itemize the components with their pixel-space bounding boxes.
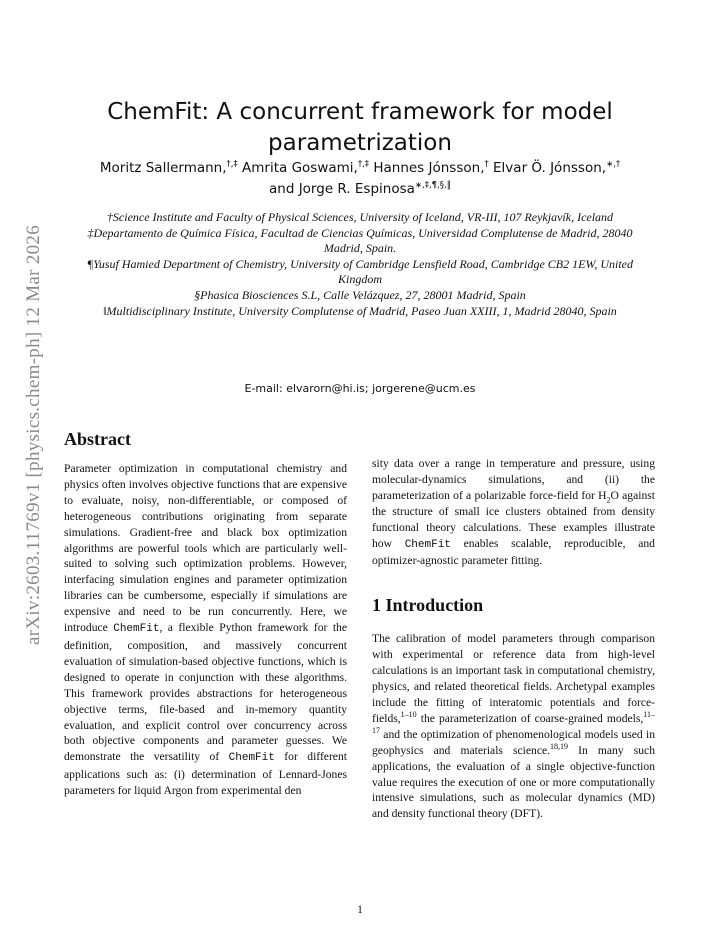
author-affiliation-marks: †,‡ [226, 159, 238, 170]
intro-text: In many such applications, the evaluation of a single objective-function value requires the execution of one or more computationally intensive simulations, such as molecular dynamics (MD) and density functional theory (DFT). [372, 743, 655, 821]
affiliation: ‖Multidisciplinary Institute, University Complutense of Madrid, Paseo Juan XXIII, 1, Madrid 28040, Spain [103, 303, 617, 318]
abstract-text: sity data over a range in temperature and pressure, using molecular-dynamics simulations, and (ii) the parameterization of a polarizable force-field for H [372, 457, 655, 502]
author-name: and Jorge R. Espinosa [269, 181, 415, 197]
citation: 18,19 [550, 741, 569, 751]
h2o-subscript: 2 [606, 495, 611, 505]
abstract-text: for different applications such as: (i) determination of Lennard-Jones parameters for liquid Argon from experimental den [64, 750, 347, 798]
author [100, 160, 238, 176]
introduction-paragraph [372, 631, 655, 822]
author [269, 181, 451, 197]
abstract-text: O against the structure of small ice clusters obtained from density functional theory calculations. These examples illustrate how [372, 488, 655, 550]
affiliation: ¶Yusuf Hamied Department of Chemistry, University of Cambridge Lensfield Road, Cambridge CB2 1EW, United Kingdom [86, 256, 634, 287]
author-name: Amrita Goswami, [242, 160, 358, 176]
author-affiliation-marks: ∗,‡,¶,§,‖ [414, 180, 451, 191]
author [242, 160, 369, 176]
author-name: Moritz Sallermann, [99, 160, 227, 176]
author-name: Elvar Ö. Jónsson, [493, 160, 607, 176]
chemfit-code-name: ChemFit [404, 538, 451, 551]
intro-text: the parameterization of coarse-grained models, [416, 711, 644, 725]
author [493, 160, 620, 176]
intro-text: and the optimization of phenomenological models used in geophysics and materials science. [372, 727, 655, 757]
chemfit-code-name: ChemFit [228, 752, 275, 765]
introduction-heading: 1 Introduction [372, 595, 484, 616]
citation: 11–17 [372, 710, 655, 735]
affiliation: §Phasica Biosciences S.L, Calle Velázquez, 27, 28001 Madrid, Spain [194, 287, 526, 302]
citation: 1–10 [400, 710, 417, 720]
abstract-text: Parameter optimization in computational chemistry and physics often involves objective functions that are expensive to evaluate, noisy, non-differentiable, or composed of heterogeneous contributions originating from separate simulations. Gradient-free and black box optimization algorithms are powerful tools which are particularly well-suited to solving such optimization problems. However, interfacing simulation engines and parameter optimization libraries can be cumbersome, especially if simulations are expensive and need to be run concurrently. Here, we introduce [64, 462, 347, 635]
abstract-heading: Abstract [64, 429, 131, 449]
abstract-text: enables scalable, reproducible, and optimizer-agnostic parameter fitting. [372, 536, 655, 568]
author-name: Hannes Jónsson, [373, 160, 485, 176]
affiliation-list [78, 210, 642, 319]
abstract-paragraph-continued [372, 456, 655, 569]
intro-text: The calibration of model parameters through comparison with experimental or reference data from high-level calculations is an important task in computational chemistry, physics, and related theoretical fields. Archetypal examples include the fitting of interatomic potentials and force-fields, [372, 632, 655, 725]
author-list [95, 158, 625, 200]
arxiv-identifier-stamp: arXiv:2603.11769v1 [physics.chem-ph] 12 Mar 2026 [23, 225, 44, 646]
abstract-section [64, 428, 347, 799]
affiliation: ‡Departamento de Química Física, Facultad de Ciencias Químicas, Universidad Complutense de Madrid, 28040 Madrid, Spain. [87, 225, 633, 256]
corresponding-email: E-mail: elvarorn@hi.is; jorgerene@ucm.es [244, 382, 476, 395]
author-affiliation-marks: †,‡ [357, 159, 370, 170]
author-affiliation-marks: † [484, 159, 489, 170]
page-number: 1 [357, 904, 363, 916]
affiliation: †Science Institute and Faculty of Physical Sciences, University of Iceland, VR-III, 107 Reykjavík, Iceland [106, 210, 614, 224]
author [373, 160, 488, 176]
chemfit-code-name: ChemFit [113, 623, 160, 636]
right-column [372, 456, 655, 822]
paper-title: ChemFit: A concurrent framework for model parametrization [107, 99, 613, 157]
abstract-text: , a flexible Python framework for the definition, composition, and massively concurrent evaluation of simulation-based objective functions, which is designed to operate in conjunction with these algorithms. This framework provides abstractions for heterogeneous objective terms, file-based and in-memory quantity evaluation, and explicit control over concurrency across both objective components and parameter guesses. We demonstrate the versatility of [64, 621, 347, 764]
author-affiliation-marks: ∗,† [606, 159, 621, 170]
abstract-paragraph [64, 461, 347, 799]
